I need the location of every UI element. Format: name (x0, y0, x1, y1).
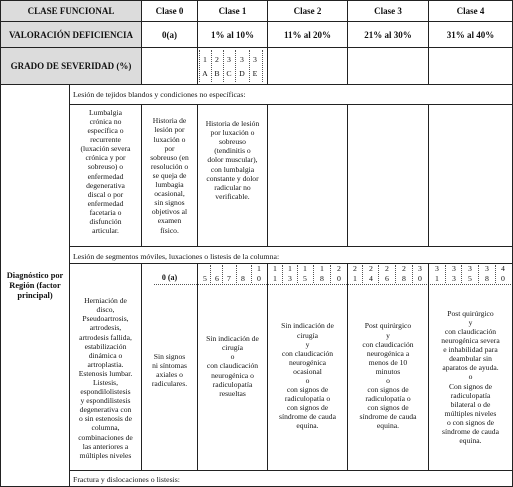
severity-letter: C (226, 69, 232, 78)
section-soft-tissue-class1a: Historia de lesión por luxación o por sobreuso (en resolución o se queja de lumbagia ocasional, sin signos objetivos al examen físico. (150, 116, 189, 235)
severity-number: 3 (240, 55, 244, 64)
diagnostico-label: Diagnóstico por Región (factor principal) (6, 270, 64, 300)
grade-digit: 8 (485, 274, 489, 283)
grade-digit: 5 (468, 274, 472, 283)
grade-digit: 6 (385, 274, 389, 283)
grade-digit: 3 (485, 264, 489, 273)
grade-digit: 2 (337, 264, 341, 273)
grade-digit: 2 (385, 264, 389, 273)
grade-digit: 0 (337, 274, 341, 283)
grade-digit: 8 (241, 274, 245, 283)
section-mobile-segments-class4-text: Post quirúrgico y con claudicación neurogénica severa e inhabilidad para deambular sin aparatos de ayuda. o Con signos de radiculopatía bilateral o de múltiples niveles o con signos de síndrome de cauda equina. (441, 308, 500, 446)
grade-digit: 8 (320, 274, 324, 283)
grade-digit: 0 (257, 274, 261, 283)
section-soft-tissue-class0: Lumbalgia crónica no específica o recurrente (luxación severa crónica y por sobreuso) o enfermedad degenerativa discal o por enfermedad facetaria o disfunción articular. (80, 107, 131, 236)
grade-digit: 7 (227, 274, 231, 283)
severity-letter: D (239, 69, 245, 78)
grade-digit: 1 (257, 264, 261, 273)
section-mobile-segments-class0-value: 0 (a) (161, 272, 178, 282)
severity-number: 2 (215, 55, 219, 64)
header-clase-2: Clase 2 (293, 6, 322, 16)
grade-digit: 8 (402, 274, 406, 283)
section-fracture-title: Fractura y dislocaciones o listesis: (73, 475, 180, 484)
section-soft-tissue-title: Lesión de tejidos blandos y condiciones no específicas: (73, 90, 246, 99)
severity-letter: E (252, 69, 258, 78)
severity-letter: B (214, 69, 220, 78)
grade-digit: 1 (320, 264, 324, 273)
grade-digit: 5 (203, 274, 207, 283)
grade-digit: 2 (353, 264, 357, 273)
grade-digit: 3 (435, 264, 439, 273)
valoracion-clase-0: 0(a) (162, 29, 177, 40)
section-mobile-segments-class1-text: Sin indicación de cirugía o con claudicación neurogénica o radiculopatía resueltas (206, 334, 259, 398)
severidad-label: GRADO DE SEVERIDAD (%) (10, 61, 132, 71)
grade-digit: 5 (303, 274, 307, 283)
grade-digit: 1 (273, 264, 277, 273)
section-mobile-segments-class3-text: Post quirúrgico y con claudicación neurogénica a menos de 10 minutos o con signos de radiculopatía o con signos de síndrome de cauda equina. (359, 321, 417, 431)
grade-digit: 3 (468, 264, 472, 273)
section-mobile-segments-class2-text: Sin indicación de cirugía y con claudicación neurogénica ocasional o con signos de radiculopatía o con signos de síndrome de cauda equina. (279, 321, 336, 431)
section-soft-tissue-class1b: Historia de lesión por luxación o sobreuso (tendinitis o dolor muscular), con lumbalgia constante y dolor radicular no verificable. (205, 119, 260, 201)
grade-digit: 1 (288, 264, 292, 273)
severity-number: 1 (203, 55, 207, 64)
grade-digit: 1 (273, 274, 277, 283)
severity-number: 3 (227, 55, 231, 64)
grade-digit: 3 (418, 264, 422, 273)
section-mobile-segments-title: Lesión de segmentos móviles, luxaciones o listesis de la columna: (73, 252, 280, 261)
header-clase-funcional: CLASE FUNCIONAL (27, 6, 115, 16)
grade-digit: 1 (353, 274, 357, 283)
grade-digit: 3 (452, 264, 456, 273)
grade-digit: 1 (303, 264, 307, 273)
header-clase-4: Clase 4 (456, 6, 485, 16)
valoracion-clase-1: 1% al 10% (210, 29, 254, 40)
grade-digit: 6 (215, 274, 219, 283)
severity-number: 3 (253, 55, 257, 64)
grade-digit: 2 (369, 264, 373, 273)
grade-digit: 1 (435, 274, 439, 283)
valoracion-clase-3: 21% al 30% (364, 29, 412, 40)
grade-digit: 4 (501, 264, 505, 273)
grade-digit: 4 (369, 274, 373, 283)
valoracion-clase-4: 31% al 40% (446, 29, 495, 40)
header-clase-0: Clase 0 (155, 6, 184, 16)
grade-digit: 2 (402, 264, 406, 273)
severity-letter: A (202, 69, 208, 78)
header-clase-3: Clase 3 (374, 6, 402, 16)
valoracion-label: VALORACIÓN DEFICIENCIA (8, 29, 134, 40)
grade-digit: 3 (452, 274, 456, 283)
header-clase-1: Clase 1 (218, 6, 247, 16)
valoracion-clase-2: 11% al 20% (283, 29, 331, 40)
grade-digit: 0 (501, 274, 505, 283)
grade-digit: 0 (418, 274, 422, 283)
section-mobile-segments-class0-text: Sin signos ni síntomas axiales o radiculares. (151, 351, 188, 389)
section-mobile-segments-label: Herniación de disco, Pseudoartrosis, artrodesis, artrodesis fallida, estabilización dinámica o artroplastia. Estenosis lumbar. Listesis, espondilolistesis y espondilistesis degenerativa con o sin estenosis de columna, combinaciones de las anteriores a múltiples niveles (78, 296, 133, 460)
grade-digit: 3 (288, 274, 292, 283)
